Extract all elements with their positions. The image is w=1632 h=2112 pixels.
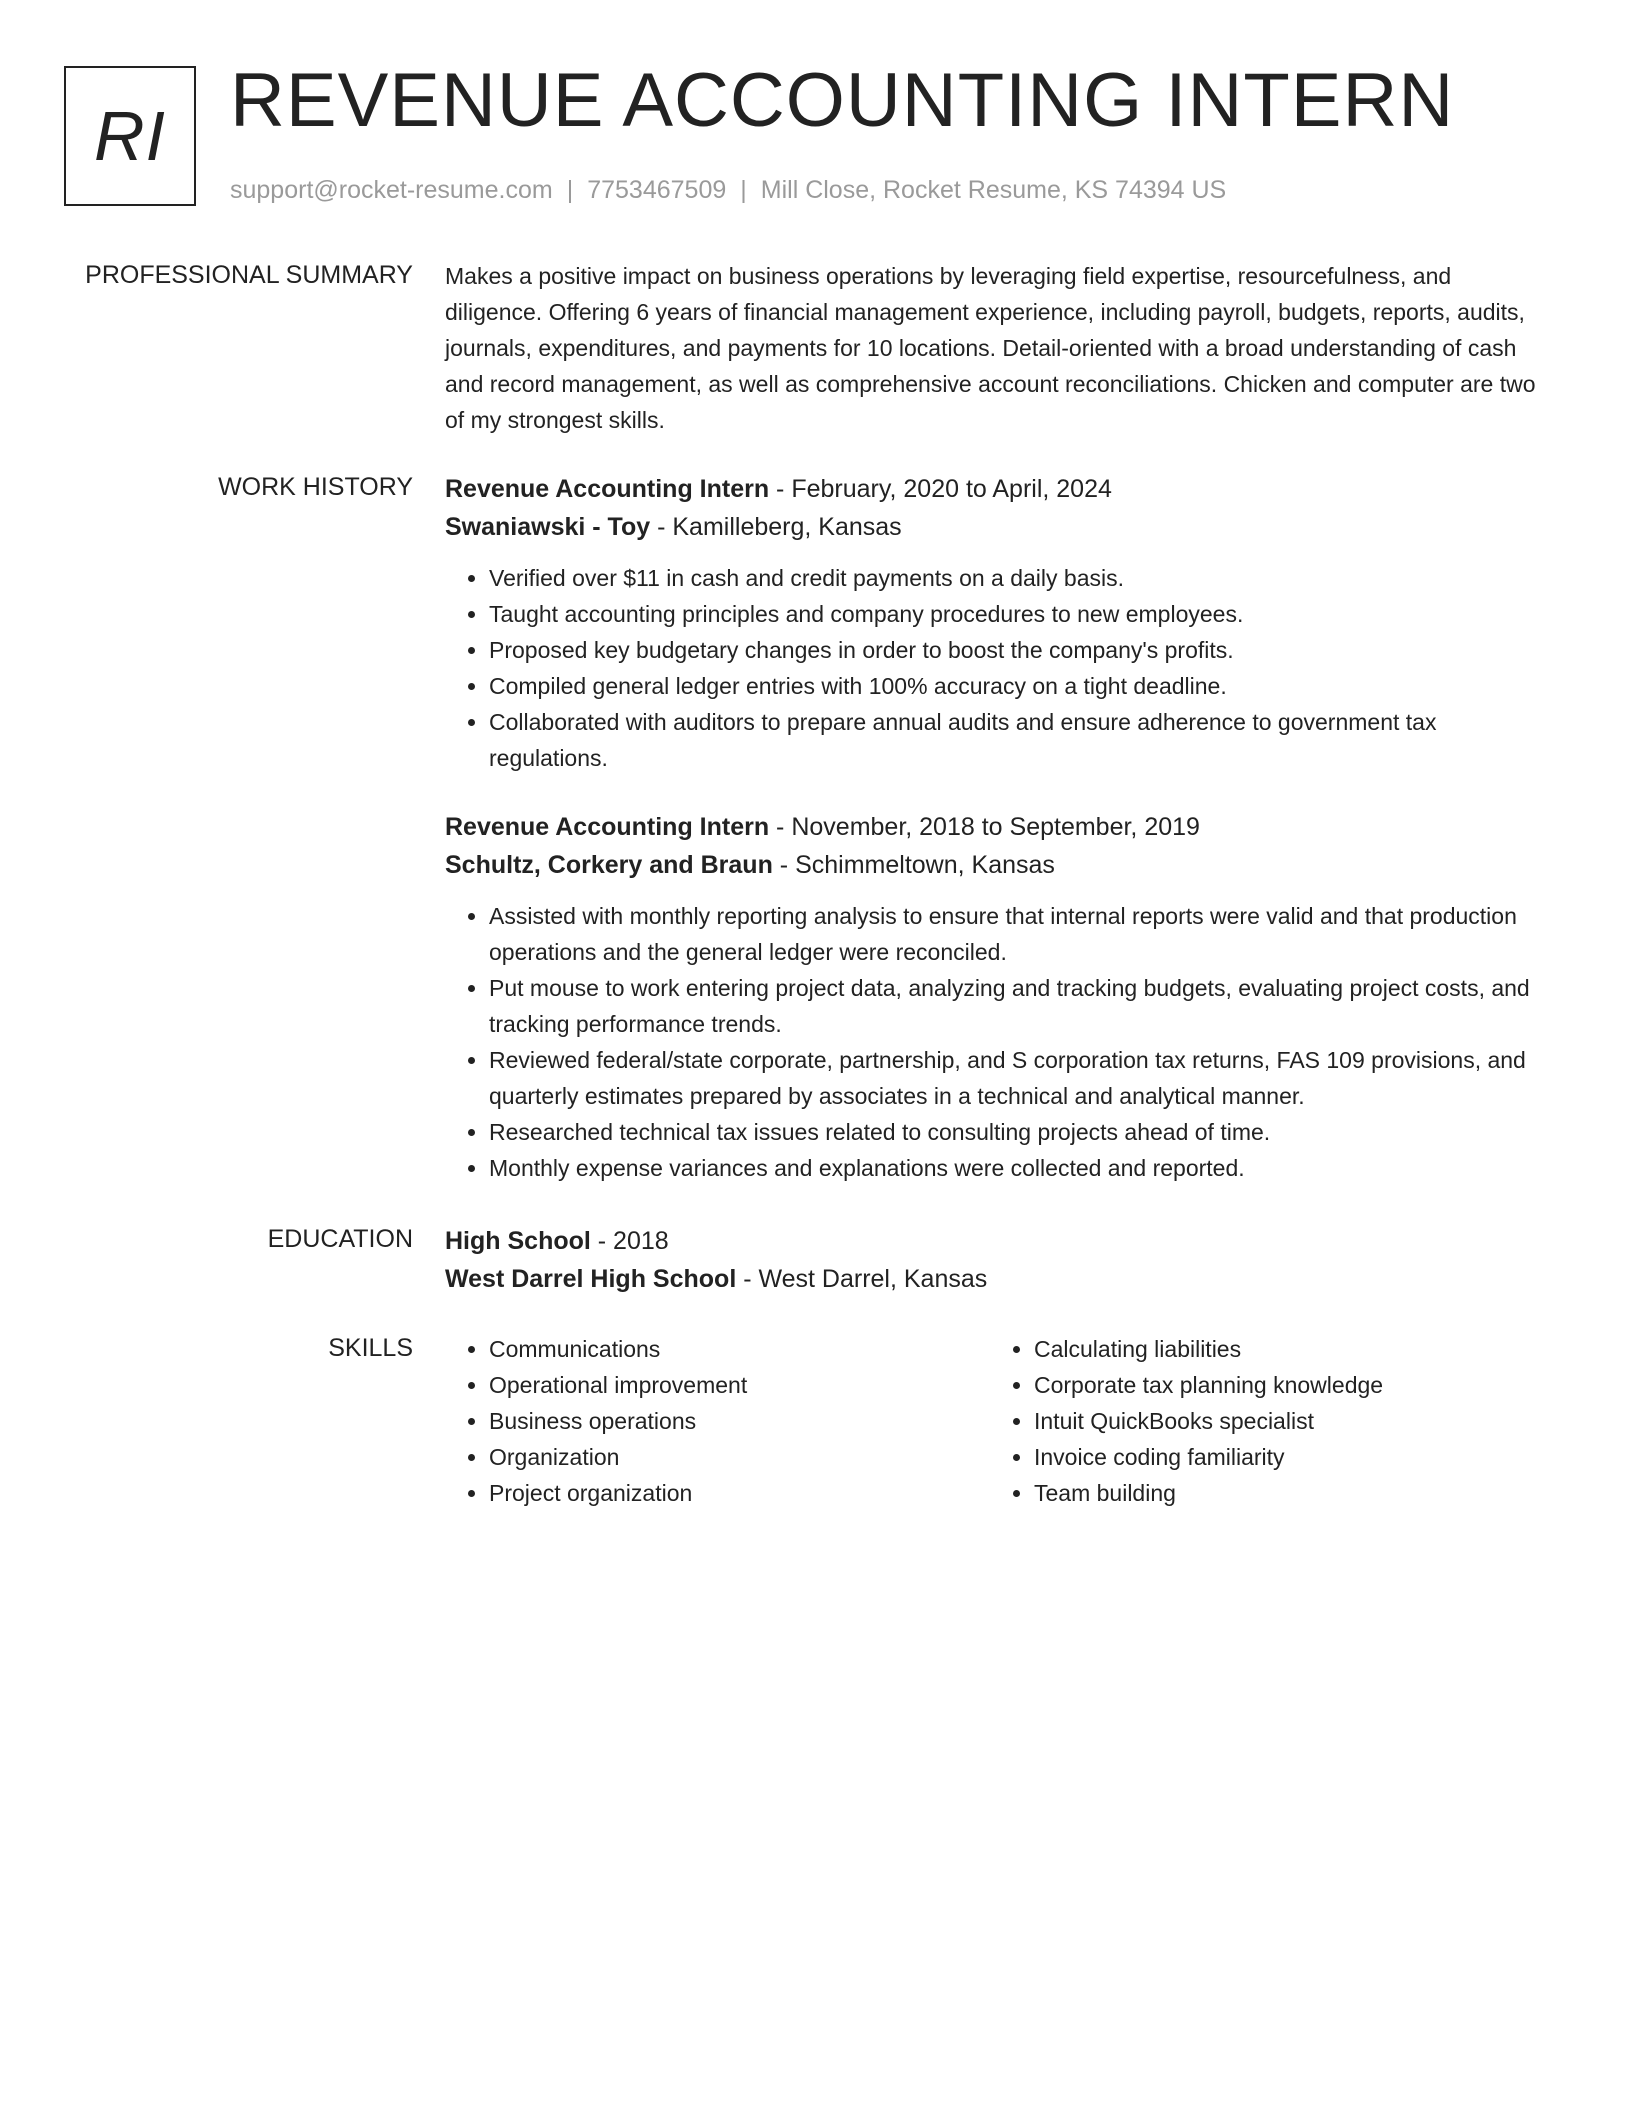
job-location: - Schimmeltown, Kansas (772, 851, 1055, 879)
skill-item: • Project organization (489, 1475, 990, 1511)
skill-item: • Operational improvement (489, 1367, 990, 1403)
job-bullet: • Monthly expense variances and explanations were collected and reported. (489, 1150, 1545, 1186)
job-bullet: • Researched technical tax issues related to consulting projects ahead of time. (489, 1114, 1545, 1150)
work-history-body (445, 470, 1545, 1186)
job-location: - Kamilleberg, Kansas (650, 513, 902, 541)
job-bullet: • Reviewed federal/state corporate, partnership, and S corporation tax returns, FAS 109 provisions, and quarterly estimates prepared by associates in a technical and analytical manner. (489, 1042, 1545, 1114)
resume-title: REVENUE ACCOUNTING INTERN (230, 58, 1455, 143)
job-entry (445, 808, 1545, 1186)
job-title: Revenue Accounting Intern (445, 475, 770, 503)
skills-body (445, 1331, 1545, 1511)
skills-columns (445, 1331, 1545, 1511)
skill-item: • Team building (1034, 1475, 1535, 1511)
education-degree: High School (445, 1227, 591, 1255)
work-history-heading: WORK HISTORY (218, 473, 413, 501)
skill-item: • Corporate tax planning knowledge (1034, 1367, 1535, 1403)
contact-separator: | (740, 176, 747, 204)
monogram-logo (64, 66, 196, 206)
skills-column-right (990, 1331, 1535, 1511)
skills-list (990, 1331, 1535, 1511)
job-company-line (445, 846, 1545, 884)
skill-item: • Organization (489, 1439, 990, 1475)
skill-item: • Intuit QuickBooks specialist (1034, 1403, 1535, 1439)
skills-column-left (445, 1331, 990, 1511)
job-bullet: • Proposed key budgetary changes in order to boost the company's profits. (489, 632, 1545, 668)
summary-heading: PROFESSIONAL SUMMARY (85, 261, 413, 289)
job-title-line (445, 470, 1545, 508)
skill-item: • Business operations (489, 1403, 990, 1439)
job-company-line (445, 508, 1545, 546)
job-title-line (445, 808, 1545, 846)
monogram-text: RI (94, 97, 166, 175)
education-school: West Darrel High School (445, 1265, 737, 1293)
job-bullets (445, 560, 1545, 776)
job-bullet: • Put mouse to work entering project data, analyzing and tracking budgets, evaluating project costs, and tracking performance trends. (489, 970, 1545, 1042)
contact-email: support@rocket-resume.com (230, 176, 553, 204)
contact-separator: | (566, 176, 574, 204)
education-year: - 2018 (590, 1227, 669, 1255)
skill-item: • Communications (489, 1331, 990, 1367)
contact-phone: 7753467509 (587, 176, 727, 204)
job-company: Swaniawski - Toy (445, 513, 651, 541)
contact-address: Mill Close, Rocket Resume, KS 74394 US (760, 176, 1227, 204)
job-dates: - November, 2018 to September, 2019 (769, 813, 1200, 841)
job-bullet: • Verified over $11 in cash and credit payments on a daily basis. (489, 560, 1545, 596)
education-location: - West Darrel, Kansas (736, 1265, 988, 1293)
job-bullet: • Collaborated with auditors to prepare annual audits and ensure adherence to government tax regulations. (489, 704, 1545, 776)
education-degree-line (445, 1222, 1545, 1260)
job-company: Schultz, Corkery and Braun (445, 851, 773, 879)
summary-text: Makes a positive impact on business operations by leveraging field expertise, resourcefulness, and diligence. Offering 6 years of financial management experience, including payroll, budgets, reports, audits, journals, expenditures, and payments for 10 locations. Detail-oriented with a broad understanding of cash and record management, as well as comprehensive account reconciliations. Chicken and computer are two of my strongest skills. (445, 263, 1536, 433)
skill-item: • Calculating liabilities (1034, 1331, 1535, 1367)
skills-list (445, 1331, 990, 1511)
education-heading: EDUCATION (267, 1225, 413, 1253)
job-bullet: • Taught accounting principles and company procedures to new employees. (489, 596, 1545, 632)
job-bullet: • Assisted with monthly reporting analysis to ensure that internal reports were valid and that production operations and the general ledger were reconciled. (489, 898, 1545, 970)
job-dates: - February, 2020 to April, 2024 (769, 475, 1112, 503)
skills-heading: SKILLS (328, 1334, 413, 1362)
skill-item: • Invoice coding familiarity (1034, 1439, 1535, 1475)
education-school-line (445, 1260, 1545, 1298)
job-bullets (445, 898, 1545, 1186)
job-title: Revenue Accounting Intern (445, 813, 770, 841)
job-bullet: • Compiled general ledger entries with 100% accuracy on a tight deadline. (489, 668, 1545, 704)
contact-line (230, 172, 1226, 208)
education-body (445, 1222, 1545, 1298)
job-entry (445, 470, 1545, 776)
